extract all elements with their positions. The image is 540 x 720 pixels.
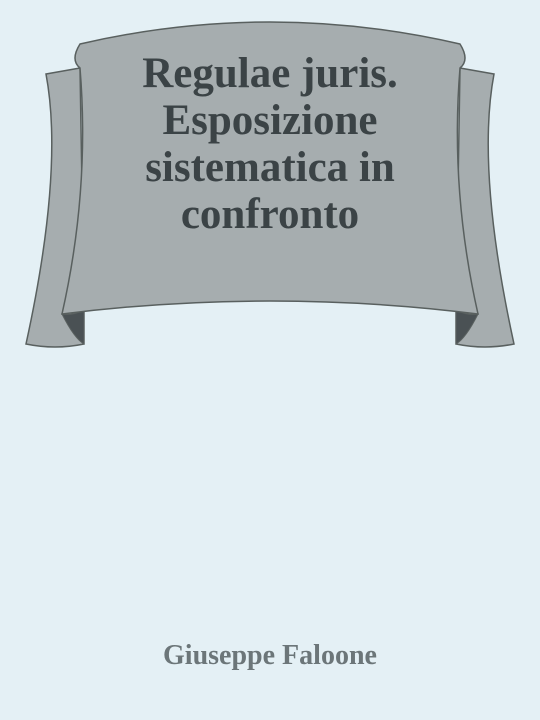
book-author: Giuseppe Faloone: [163, 640, 377, 671]
book-title: Regulae juris. Esposizione sistematica in confronto: [142, 50, 398, 238]
